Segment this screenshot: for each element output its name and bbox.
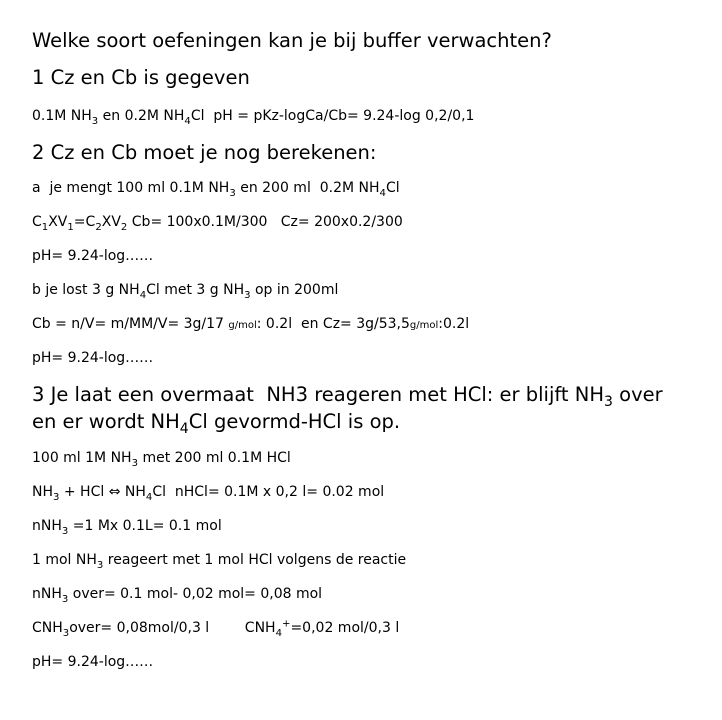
section-3-line-5 <box>32 585 322 603</box>
subscript: 3 <box>244 289 251 301</box>
subscript: 1 <box>67 221 74 233</box>
subscript: 4 <box>145 491 153 503</box>
section-3-heading-line-1 <box>32 382 663 408</box>
text: 0.1M NH <box>32 108 92 124</box>
subscript: 4 <box>139 289 147 301</box>
text: Cb= 100x0.1M/300 Cz= 200x0.2/300 <box>127 214 403 230</box>
section-3-heading-line-2 <box>32 409 400 435</box>
section-2-ph-1 <box>32 247 153 265</box>
section-2-line-cb <box>32 315 469 335</box>
text: pH= 9.24-log…… <box>32 350 154 366</box>
subscript: 3 <box>96 559 104 571</box>
section-2-heading <box>32 140 377 166</box>
text: Cl <box>385 180 400 196</box>
subscript: 3 <box>229 187 236 199</box>
subscript: 3 <box>91 115 99 127</box>
text: reageert met 1 mol HCl volgens de reactie <box>103 552 407 568</box>
text: Cl met 3 g NH <box>146 282 245 298</box>
text: a je mengt 100 ml 0.1M NH <box>32 180 230 196</box>
text: CNH <box>32 620 63 636</box>
text: nNH <box>32 586 62 602</box>
text: b je lost 3 g NH <box>32 282 140 298</box>
text: XV <box>101 214 121 230</box>
text: =1 Mx 0.1L= 0.1 mol <box>68 518 222 534</box>
subscript: 4 <box>275 627 282 639</box>
heading-text: en er wordt NH <box>32 410 180 433</box>
section-1-heading <box>32 65 250 91</box>
section-2-line-b <box>32 281 338 299</box>
text: C <box>32 214 42 230</box>
subscript: 4 <box>179 420 189 437</box>
subscript: 3 <box>62 627 70 639</box>
subscript: 4 <box>184 115 191 127</box>
text: 1 mol NH <box>32 552 97 568</box>
text: 100 ml 1M NH <box>32 450 132 466</box>
subscript: 3 <box>61 593 69 605</box>
section-3-line-2 <box>32 483 384 501</box>
text: en 0.2M NH <box>98 108 185 124</box>
subscript: 2 <box>120 221 128 233</box>
subscript: 1 <box>41 221 49 233</box>
heading-text: 2 Cz en Cb moet je nog berekenen: <box>32 141 377 164</box>
text: pH= 9.24-log…… <box>32 248 154 264</box>
subscript: 4 <box>379 187 386 199</box>
text: NH <box>32 484 53 500</box>
text: Cl nHCl= 0.1M x 0,2 l= 0.02 mol <box>152 484 385 500</box>
text: Cl pH = pKz-logCa/Cb= 9.24-log 0,2/0,1 <box>190 108 475 124</box>
subscript: 3 <box>53 491 60 503</box>
text: op in 200ml <box>250 282 339 298</box>
text: en 200 ml 0.2M NH <box>235 180 380 196</box>
title-text: Welke soort oefeningen kan je bij buffer verwachten? <box>32 29 552 52</box>
section-3-line-6 <box>32 619 399 637</box>
text: : 0.2l en Cz= 3g/53,5 <box>256 316 410 332</box>
unit-small: g/mol <box>409 320 439 331</box>
text: Cb = n/V= m/MM/V= 3g/17 <box>32 316 229 332</box>
text: XV <box>48 214 68 230</box>
section-3-line-1 <box>32 449 291 467</box>
text: + HCl ⇔ NH <box>59 484 146 500</box>
text: nNH <box>32 518 62 534</box>
text: =C <box>73 214 96 230</box>
section-3-line-3 <box>32 517 222 535</box>
section-3-ph <box>32 653 153 671</box>
subscript: 3 <box>604 393 613 410</box>
text: over= 0.1 mol- 0,02 mol= 0,08 mol <box>68 586 323 602</box>
section-2-line-a <box>32 179 400 197</box>
text: =0,02 mol/0,3 l <box>290 620 400 636</box>
section-2-line-c1v1 <box>32 213 403 231</box>
subscript: 2 <box>95 221 102 233</box>
heading-text: 1 Cz en Cb is gegeven <box>32 66 250 89</box>
superscript: + <box>282 618 291 630</box>
text: :0.2l <box>438 316 470 332</box>
subscript: 3 <box>61 525 69 537</box>
subscript: 3 <box>131 457 139 469</box>
text: met 200 ml 0.1M HCl <box>138 450 291 466</box>
page-title <box>32 28 552 54</box>
heading-text: Cl gevormd-HCl is op. <box>188 410 401 433</box>
text: pH= 9.24-log…… <box>32 654 154 670</box>
section-3-line-4 <box>32 551 406 569</box>
heading-text: 3 Je laat een overmaat NH3 reageren met HCl: er blijft NH <box>32 383 605 406</box>
unit-small: g/mol <box>228 320 257 331</box>
text: over= 0,08mol/0,3 l CNH <box>69 620 276 636</box>
section-2-ph-2 <box>32 349 153 367</box>
heading-text: over <box>612 383 663 406</box>
section-1-line <box>32 107 474 125</box>
